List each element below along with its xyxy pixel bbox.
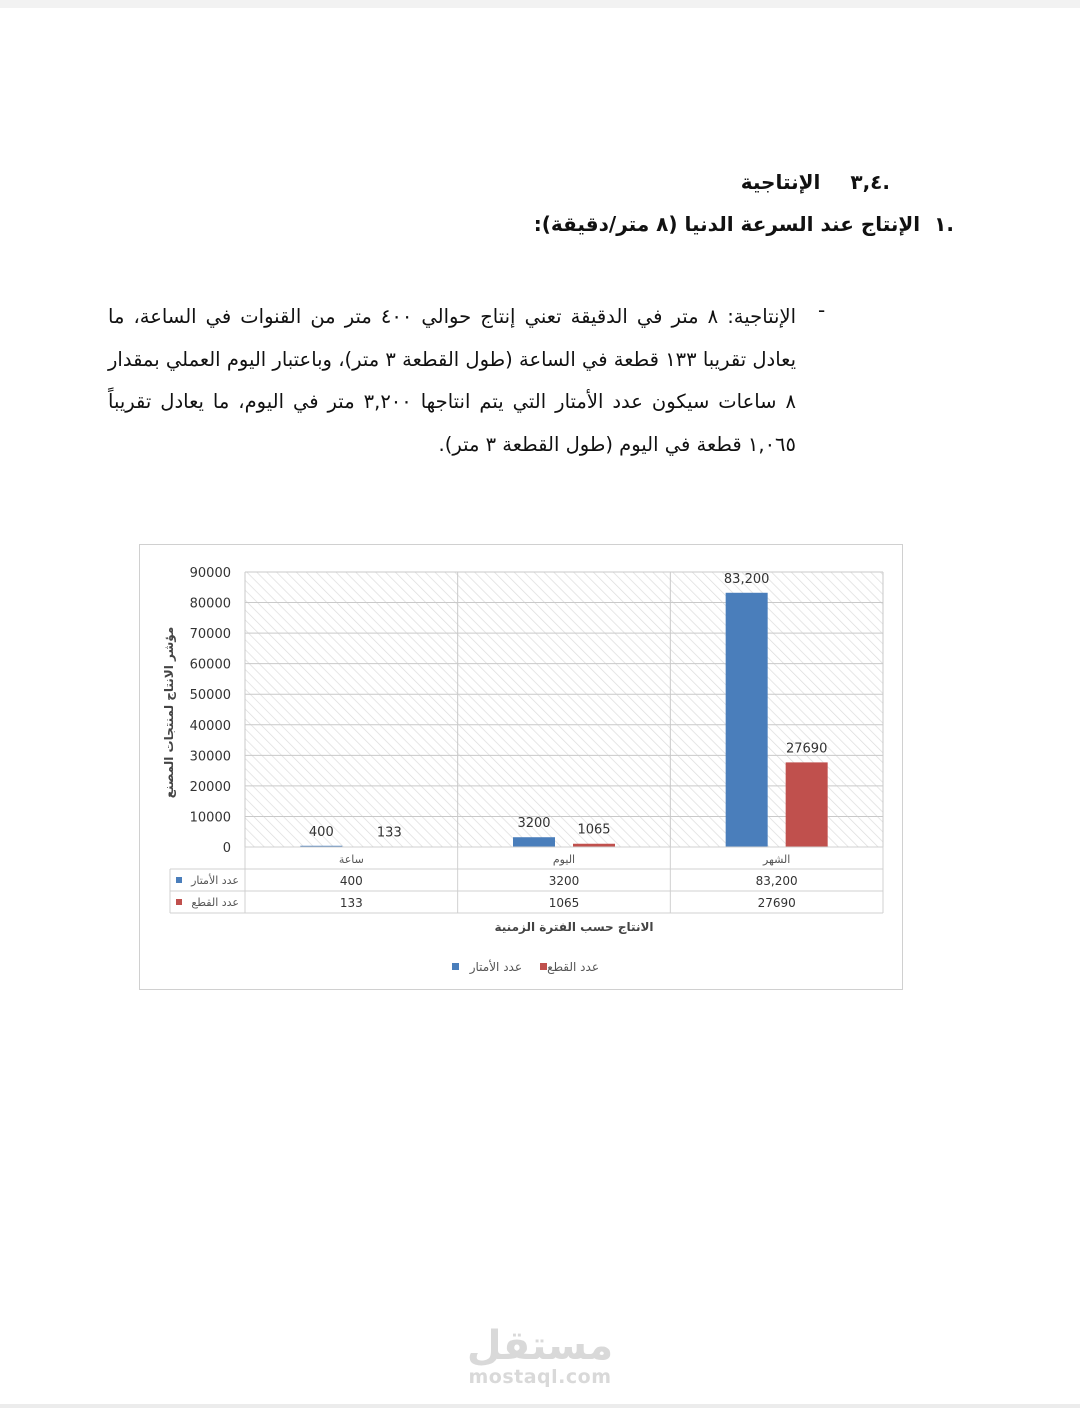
page-bottom-edge [0, 1404, 1080, 1408]
y-tick-label: 40000 [189, 718, 231, 734]
y-tick-label: 10000 [189, 810, 231, 826]
data-label: 27690 [785, 741, 828, 757]
y-tick-label: 20000 [189, 779, 231, 795]
data-label: 400 [308, 824, 334, 840]
table-cell-value: 27690 [757, 896, 796, 910]
bullet-marker: - [818, 298, 826, 322]
body-paragraph: الإنتاجية: ٨ متر في الدقيقة تعني إنتاج حوالي ٤٠٠ متر من القنوات في الساعة، ما يعادل تقريبا ١٣٣ قطعة في الساعة (طول القطعة ٣ متر)، وباعتبار اليوم العملي بمقدار ٨ ساعات سيكون عدد الأمتار التي يتم انتاجها ٣,٢٠٠ متر في اليوم، ما يعادل تقريباً ١,٠٦٥ قطعة في اليوم (طول القطعة ٣ متر). [108, 305, 796, 456]
table-cell-value: 400 [339, 874, 363, 888]
sub-heading [534, 212, 954, 236]
bar-meters [726, 593, 768, 847]
bar-pieces [786, 762, 828, 847]
sub-heading-title: الإنتاج عند السرعة الدنيا (٨ متر/دقيقة): [533, 212, 921, 236]
y-tick-label: 80000 [189, 596, 231, 612]
legend-label: عدد القطع [547, 960, 599, 974]
y-tick-label: 60000 [189, 657, 231, 673]
watermark [466, 1323, 614, 1388]
legend-key-meters [452, 963, 459, 970]
data-label: 3200 [517, 816, 551, 832]
table-cell-value: 1065 [548, 896, 580, 910]
table-legend-key [176, 877, 182, 883]
y-axis-title: مؤشر الانتاج لمنتجات المصنع [162, 626, 176, 799]
x-category-label: ساعة [338, 853, 364, 866]
section-heading [741, 170, 890, 194]
y-tick-label: 50000 [189, 688, 231, 704]
table-series-name: عدد الأمتار [191, 874, 239, 887]
watermark-arabic: مستقل [466, 1323, 614, 1369]
data-label: 1065 [577, 822, 611, 838]
y-tick-label: 90000 [189, 566, 231, 581]
table-cell-value: 133 [339, 896, 363, 910]
table-legend-key [176, 899, 182, 905]
y-tick-label: 70000 [189, 627, 231, 643]
bar-meters [513, 837, 555, 847]
table-cell-value: 83,200 [755, 874, 798, 888]
section-number: .٣,٤ [850, 170, 890, 194]
production-chart [139, 544, 903, 990]
x-axis-title: الانتاج حسب الفترة الزمنية [494, 920, 654, 934]
watermark-latin: mostaql.com [468, 1366, 612, 1388]
document-page [0, 8, 1080, 1404]
data-label: 83,200 [723, 571, 770, 587]
section-title: الإنتاجية [740, 170, 821, 194]
sub-heading-number: .١ [934, 212, 954, 236]
y-tick-label: 30000 [189, 749, 231, 765]
table-series-name: عدد القطع [191, 896, 239, 909]
chart-canvas [140, 545, 902, 989]
table-cell-value: 3200 [548, 874, 580, 888]
legend-key-pieces [540, 963, 547, 970]
legend-label: عدد الأمتار [469, 960, 522, 974]
x-category-label: اليوم [552, 853, 576, 866]
data-label: 133 [376, 825, 402, 841]
x-category-label: الشهر [762, 853, 791, 866]
y-tick-label: 0 [222, 841, 231, 856]
